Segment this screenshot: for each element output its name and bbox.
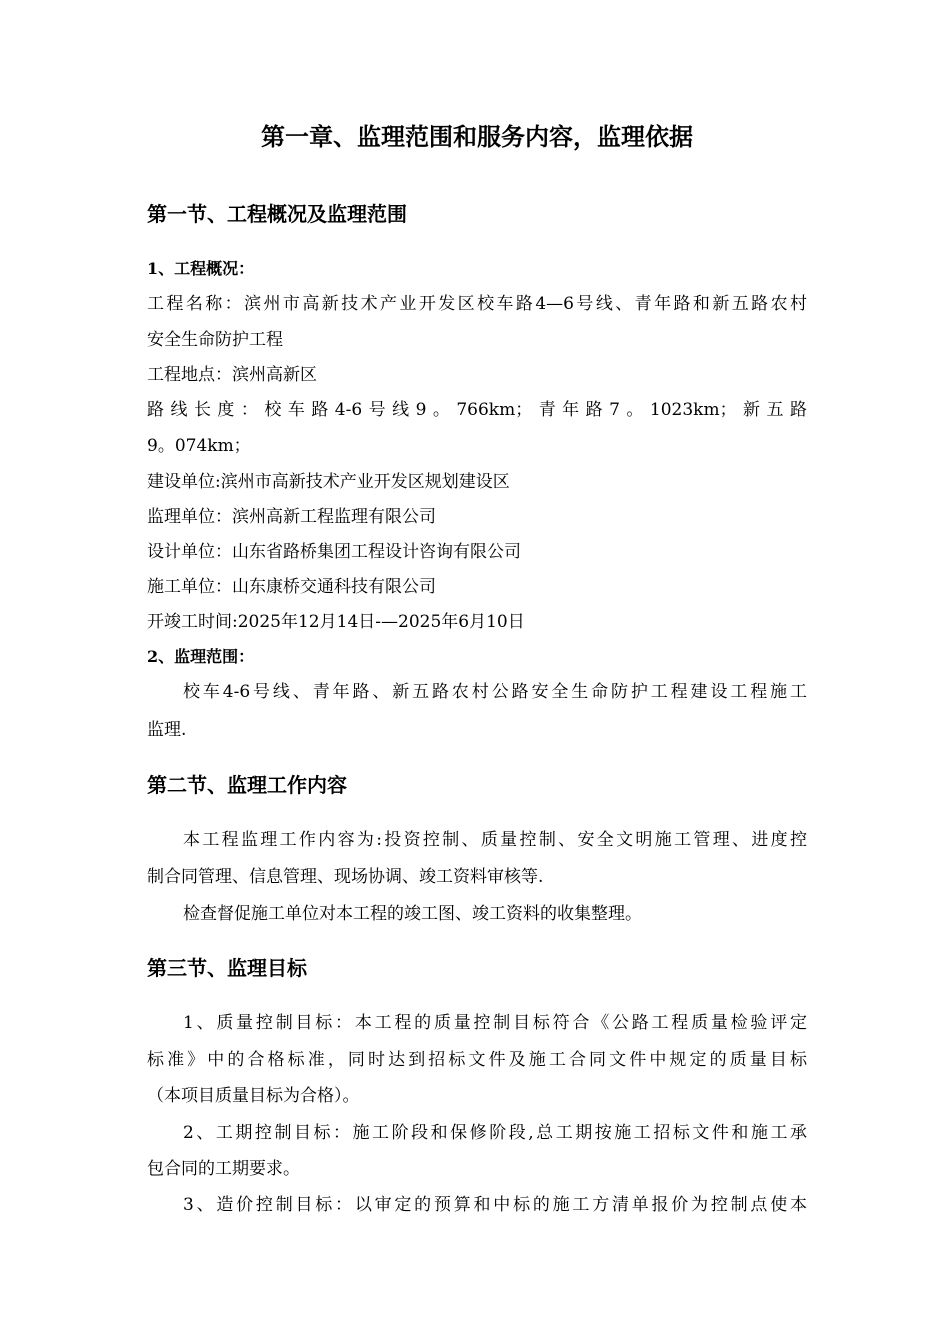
project-name-line1: 工程名称：滨州市高新技术产业开发区校车路4—6号线、青年路和新五路农村 (147, 294, 807, 314)
goal2-line1: 2、工期控制目标：施工阶段和保修阶段,总工期按施工招标文件和施工承 (183, 1123, 807, 1143)
contractor-unit: 施工单位：山东康桥交通科技有限公司 (147, 577, 436, 597)
section-title-overview: 第一节、工程概况及监理范围 (147, 202, 407, 226)
project-name-line2: 安全生命防护工程 (147, 330, 283, 350)
construction-schedule: 开竣工时间:2025年12月14日-—2025年6月10日 (147, 612, 525, 632)
work-para2: 检查督促施工单位对本工程的竣工图、竣工资料的收集整理。 (183, 904, 642, 924)
section-title-goals: 第三节、监理目标 (147, 956, 307, 980)
project-location: 工程地点：滨州高新区 (147, 365, 317, 385)
route-length-line2: 9。074km； (147, 436, 251, 456)
goal1-line3: （本项目质量目标为合格）。 (147, 1086, 360, 1106)
chapter-title: 第一章、监理范围和服务内容，监理依据 (261, 122, 693, 151)
goal1-line1: 1、质量控制目标：本工程的质量控制目标符合《公路工程质量检验评定 (183, 1013, 807, 1033)
overview-heading: 1、工程概况： (147, 259, 255, 278)
section-title-work: 第二节、监理工作内容 (147, 773, 347, 797)
designer-unit: 设计单位：山东省路桥集团工程设计咨询有限公司 (147, 542, 521, 562)
work-para1-line1: 本工程监理工作内容为:投资控制、质量控制、安全文明施工管理、进度控 (183, 830, 807, 850)
goal3-line1: 3、造价控制目标：以审定的预算和中标的施工方清单报价为控制点使本 (183, 1195, 807, 1215)
scope-line1: 校车4-6号线、青年路、新五路农村公路安全生命防护工程建设工程施工 (183, 682, 807, 702)
goal1-line2: 标准》中的合格标准，同时达到招标文件及施工合同文件中规定的质量目标 (147, 1050, 807, 1070)
scope-line2: 监理. (147, 720, 187, 740)
goal2-line2: 包合同的工期要求。 (147, 1159, 300, 1179)
route-length-line1: 路线长度：校车路4-6号线9。766km；青年路7。1023km；新五路 (147, 400, 807, 420)
work-para1-line2: 制合同管理、信息管理、现场协调、竣工资料审核等. (147, 867, 544, 887)
scope-heading: 2、监理范围： (147, 647, 255, 666)
supervisor-unit: 监理单位：滨州高新工程监理有限公司 (147, 507, 436, 527)
builder-unit: 建设单位:滨州市高新技术产业开发区规划建设区 (147, 472, 510, 492)
